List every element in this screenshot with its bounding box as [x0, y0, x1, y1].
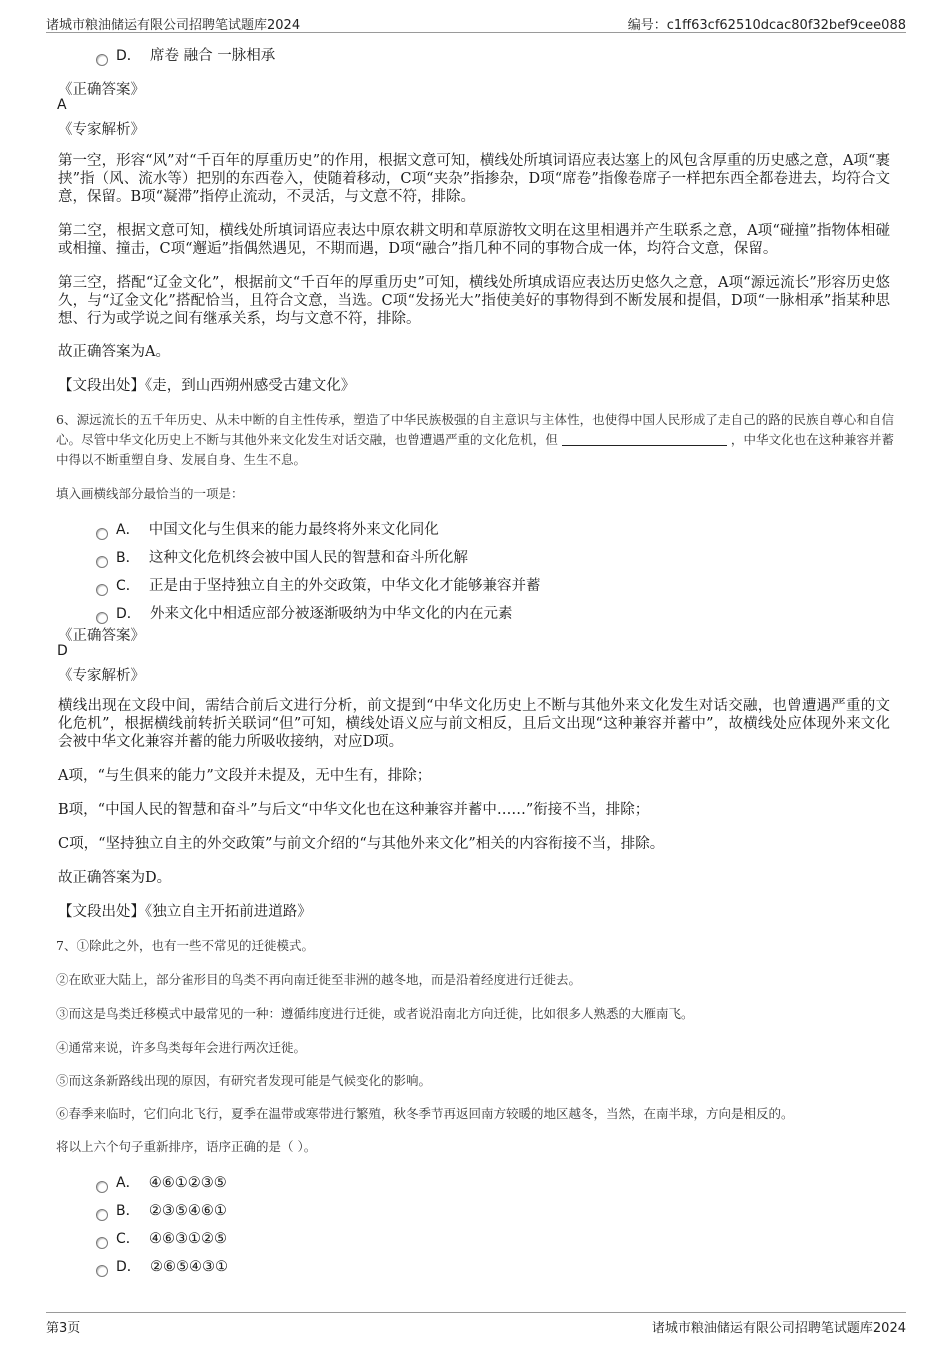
stem-part1: 6、源远流长的五千年历史、从未中断的自主性传承，塑造了中华民族极强的自主意识与主体性，也使得中国人民形成了走自己的路的民族自尊心和自信心。尽管中华文化历史上不断与其他外来文化发生对话交融，也曾遭遇严重的文化危机，但 [56, 412, 894, 447]
question-6-stem [56, 410, 894, 470]
analysis-paragraph: B项，“中国人民的智慧和奋斗”与后文“中华文化也在这种兼容并蓄中……”衔接不当，排除； [58, 802, 650, 818]
correct-answer: D [57, 643, 68, 659]
footer-title: 诸城市粮油储运有限公司招聘笔试题库2024 [651, 1321, 906, 1336]
q7-option-a[interactable] [96, 1173, 227, 1193]
analysis-label: 《专家解析》 [58, 668, 145, 684]
option-letter: C． [116, 578, 140, 594]
option-letter: A． [116, 522, 140, 538]
option-text: 正是由于坚持独立自主的外交政策，中华文化才能够兼容并蓄 [149, 578, 541, 594]
question-7-sentence: ②在欧亚大陆上，部分雀形目的鸟类不再向南迁徙至非洲的越冬地，而是沿着经度进行迁徙去。 [56, 972, 582, 987]
answer-label: 《正确答案》 [58, 82, 145, 98]
analysis-paragraph: 横线出现在文段中间，需结合前后文进行分析，前文提到“中华文化历史上不断与其他外来文化发生对话交融，也曾遭遇严重的文化危机”，根据横线前转折关联词“但”可知，横线处语义应与前文相反，且后文出现“这种兼容并蓄中”，故横线处应体现外来文化会被中华文化兼容并蓄的能力所吸收接纳，对应D项。 [58, 698, 890, 750]
header-title: 诸城市粮油储运有限公司招聘笔试题库2024 [46, 18, 301, 33]
radio-icon[interactable] [96, 1181, 108, 1193]
q5-option-d[interactable] [96, 46, 275, 66]
option-text: 中国文化与生俱来的能力最终将外来文化同化 [148, 522, 439, 538]
q7-option-b[interactable] [96, 1201, 227, 1221]
radio-icon[interactable] [96, 528, 108, 540]
page-header [46, 12, 906, 33]
analysis-label: 《专家解析》 [58, 122, 145, 138]
analysis-conclusion: 故正确答案为D。 [58, 870, 172, 886]
analysis-paragraph: 第二空，根据文意可知，横线处所填词语应表达中原农耕文明和草原游牧文明在这里相遇并产生联系之意，A项“碰撞”指物体相碰或相撞、撞击，C项“邂逅”指偶然遇见，不期而遇，D项“融合”指几种不同的事物合成一体，均符合文意，保留。 [58, 223, 890, 257]
correct-answer: A [57, 97, 67, 113]
option-text: 这种文化危机终会被中国人民的智慧和奋斗所化解 [148, 550, 468, 566]
q6-option-d[interactable] [96, 604, 513, 624]
source-citation: 【文段出处】《独立自主开拓前进道路》 [58, 904, 312, 920]
q6-option-c[interactable] [96, 576, 541, 596]
q7-option-c[interactable] [96, 1229, 227, 1249]
radio-icon[interactable] [96, 1209, 108, 1221]
q7-option-d[interactable] [96, 1257, 228, 1277]
source-citation: 【文段出处】《走，到山西朔州感受古建文化》 [58, 378, 356, 394]
question-7-sentence: 7、①除此之外，也有一些不常见的迁徙模式。 [56, 938, 314, 953]
analysis-conclusion: 故正确答案为A。 [58, 344, 170, 360]
page-footer [46, 1312, 906, 1335]
question-6-prompt: 填入画横线部分最恰当的一项是： [56, 486, 244, 501]
radio-icon[interactable] [96, 54, 108, 66]
option-text: 外来文化中相适应部分被逐渐吸纳为中华文化的内在元素 [150, 606, 513, 622]
question-7-sentence: ③而这是鸟类迁移模式中最常见的一种：遵循纬度进行迁徙，或者说沿南北方向迁徙，比如很多人熟悉的大雁南飞。 [56, 1006, 694, 1021]
question-7-sentence: ⑤而这条新路线出现的原因，有研究者发现可能是气候变化的影响。 [56, 1073, 432, 1088]
analysis-paragraph: 第一空，形容“风”对“千百年的厚重历史”的作用，根据文意可知，横线处所填词语应表达塞上的风包含厚重的历史感之意，A项“裹挟”指（风、流水等）把别的东西卷入，使随着移动，C项“夹杂”指掺杂，D项“席卷”指像卷席子一样把东西全都卷进去，均符合文意，保留。B项“凝滞”指停止流动，不灵活，与文意不符，排除。 [58, 153, 890, 205]
option-text: ②⑥⑤④③① [150, 1259, 228, 1275]
question-7-sentence: ④通常来说，许多鸟类每年会进行两次迁徙。 [56, 1040, 307, 1055]
option-letter: B． [116, 1203, 140, 1219]
radio-icon[interactable] [96, 1265, 108, 1277]
question-7-prompt: 将以上六个句子重新排序，语序正确的是（ ）。 [56, 1139, 317, 1154]
page-number: 第3页 [46, 1321, 81, 1336]
option-text: ②③⑤④⑥① [148, 1203, 227, 1219]
q6-option-a[interactable] [96, 520, 439, 540]
option-text: ④⑥③①②⑤ [149, 1231, 227, 1247]
question-7-sentence: ⑥春季来临时，它们向北飞行，夏季在温带或寒带进行繁殖，秋冬季节再返回南方较暖的地区越冬，当然，在南半球，方向是相反的。 [56, 1106, 794, 1121]
answer-label: 《正确答案》 [58, 628, 145, 644]
radio-icon[interactable] [96, 612, 108, 624]
option-letter: D． [116, 1259, 141, 1275]
analysis-paragraph: C项，“坚持独立自主的外交政策”与前文介绍的“与其他外来文化”相关的内容衔接不当，排除。 [58, 836, 665, 852]
header-code: 编号：c1ff63cf62510dcac80f32bef9cee088 [627, 18, 906, 33]
radio-icon[interactable] [96, 584, 108, 596]
fill-blank [562, 432, 727, 446]
option-letter: C． [116, 1231, 140, 1247]
option-letter: D． [116, 48, 141, 64]
radio-icon[interactable] [96, 1237, 108, 1249]
option-letter: A． [116, 1175, 140, 1191]
option-text: 席卷 融合 一脉相承 [150, 48, 276, 64]
analysis-paragraph: 第三空，搭配“辽金文化”，根据前文“千百年的厚重历史”可知，横线处所填成语应表达历史悠久之意，A项“源远流长”形容历史悠久，与“辽金文化”搭配恰当，且符合文意，当选。C项“发扬光大”指使美好的事物得到不断发展和提倡，D项“一脉相承”指某种思想、行为或学说之间有继承关系，均与文意不符，排除。 [58, 275, 890, 327]
radio-icon[interactable] [96, 556, 108, 568]
q6-option-b[interactable] [96, 548, 468, 568]
option-letter: B． [116, 550, 140, 566]
stem-part2: ，中华文化也在这种兼容并蓄中得以不断重塑自身、发展自身、生生不息。 [56, 432, 894, 467]
analysis-paragraph: A项，“与生俱来的能力”文段并未提及，无中生有，排除； [58, 768, 432, 784]
option-letter: D． [116, 606, 141, 622]
option-text: ④⑥①②③⑤ [148, 1175, 227, 1191]
